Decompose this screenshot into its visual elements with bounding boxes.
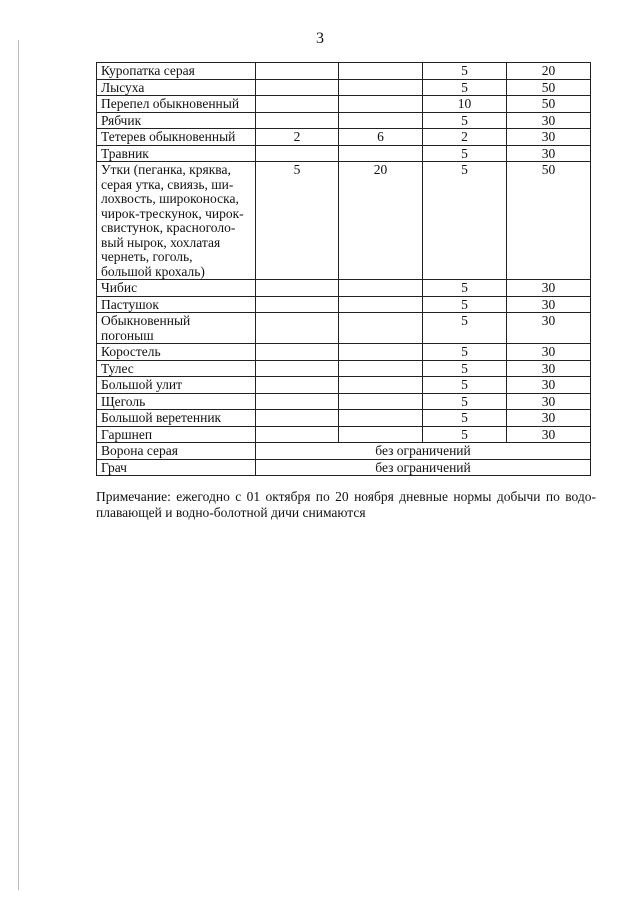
limit-cell-4: 30 [507,344,591,361]
page-number: 3 [316,30,324,47]
limit-cell-4: 20 [507,63,591,80]
limit-cell-3: 5 [423,377,507,394]
species-name-cell: Тетерев обыкновенный [97,129,256,146]
limit-cell-4: 50 [507,162,591,280]
limit-cell-1 [256,112,339,129]
limit-cell-4: 30 [507,280,591,297]
table-row [97,344,591,361]
limit-cell-3: 5 [423,63,507,80]
limit-cell-4: 50 [507,96,591,113]
table-row [97,426,591,443]
limit-cell-3: 5 [423,393,507,410]
limit-cell-3: 10 [423,96,507,113]
limit-cell-2 [339,296,423,313]
limit-cell-2 [339,280,423,297]
limit-cell-2 [339,410,423,427]
table-row [97,129,591,146]
limit-cell-4: 30 [507,377,591,394]
species-name-cell: Утки (пеганка, кряква, серая утка, свиязь, ши- лохвость, широконоска, чирок-трескунок, чирок- свистунок, красноголо- вый нырок, хохлатая чернеть, гоголь, большой крохаль) [97,162,256,280]
limit-cell-2 [339,63,423,80]
table-row [97,145,591,162]
limit-cell-1: 5 [256,162,339,280]
limit-cell-2 [339,96,423,113]
species-name-cell: Лысуха [97,79,256,96]
limit-cell-3: 5 [423,410,507,427]
limit-cell-1 [256,426,339,443]
limit-cell-4: 30 [507,112,591,129]
limit-cell-2 [339,344,423,361]
limit-cell-3: 5 [423,426,507,443]
limit-cell-4: 30 [507,129,591,146]
limit-cell-1 [256,79,339,96]
limit-cell-1 [256,296,339,313]
limit-cell-3: 5 [423,280,507,297]
limit-cell-3: 5 [423,79,507,96]
species-name-cell: Обыкновенный погоныш [97,313,256,344]
limit-cell-2 [339,426,423,443]
limit-cell-2 [339,393,423,410]
limit-cell-1 [256,145,339,162]
species-name-cell: Куропатка серая [97,63,256,80]
limit-cell-3: 5 [423,162,507,280]
no-limit-cell: без ограничений [256,443,591,460]
limit-cell-3: 5 [423,112,507,129]
limit-cell-2: 20 [339,162,423,280]
limit-cell-4: 30 [507,296,591,313]
limit-cell-1 [256,344,339,361]
limit-cell-1: 2 [256,129,339,146]
species-name-cell: Большой улит [97,377,256,394]
table-row [97,393,591,410]
limit-cell-4: 30 [507,145,591,162]
table-row [97,313,591,344]
table-note: Примечание: ежегодно с 01 октября по 20 ноября дневные нормы добычи по водо-плавающей и водно-болотной дичи снимаются [96,489,596,520]
table-row [97,96,591,113]
species-name-cell: Большой веретенник [97,410,256,427]
limit-cell-1 [256,280,339,297]
limit-cell-3: 5 [423,344,507,361]
limit-cell-4: 30 [507,410,591,427]
no-limit-cell: без ограничений [256,459,591,476]
limit-cell-4: 30 [507,426,591,443]
table-row [97,377,591,394]
limit-cell-4: 30 [507,393,591,410]
species-name-cell: Рябчик [97,112,256,129]
table-row [97,360,591,377]
table-row [97,112,591,129]
limit-cell-1 [256,410,339,427]
limit-cell-4: 50 [507,79,591,96]
limit-cell-1 [256,313,339,344]
limit-cell-3: 5 [423,313,507,344]
limit-cell-1 [256,360,339,377]
table-row [97,443,591,460]
limit-cell-2 [339,313,423,344]
limit-cell-4: 30 [507,313,591,344]
table-row [97,63,591,80]
limit-cell-2 [339,145,423,162]
limit-cell-3: 5 [423,145,507,162]
scan-edge-line [18,40,19,890]
limit-cell-1 [256,63,339,80]
species-name-cell: Перепел обыкновенный [97,96,256,113]
species-name-cell: Коростель [97,344,256,361]
limit-cell-1 [256,393,339,410]
table-row [97,280,591,297]
table-row [97,296,591,313]
table-row [97,459,591,476]
species-name-cell: Травник [97,145,256,162]
table-row [97,410,591,427]
game-limits-table [96,62,591,476]
limit-cell-2 [339,112,423,129]
species-name-cell: Грач [97,459,256,476]
species-name-cell: Щеголь [97,393,256,410]
table-row [97,162,591,280]
species-name-cell: Чибис [97,280,256,297]
species-name-cell: Тулес [97,360,256,377]
species-name-cell: Пастушок [97,296,256,313]
species-name-cell: Гаршнеп [97,426,256,443]
limit-cell-2 [339,377,423,394]
limit-cell-2 [339,360,423,377]
limit-cell-2 [339,79,423,96]
limit-cell-1 [256,377,339,394]
limit-cell-3: 2 [423,129,507,146]
limit-cell-3: 5 [423,360,507,377]
species-name-cell: Ворона серая [97,443,256,460]
table-row [97,79,591,96]
limit-cell-2: 6 [339,129,423,146]
table-body [97,63,591,476]
limit-cell-1 [256,96,339,113]
limit-cell-4: 30 [507,360,591,377]
limit-cell-3: 5 [423,296,507,313]
